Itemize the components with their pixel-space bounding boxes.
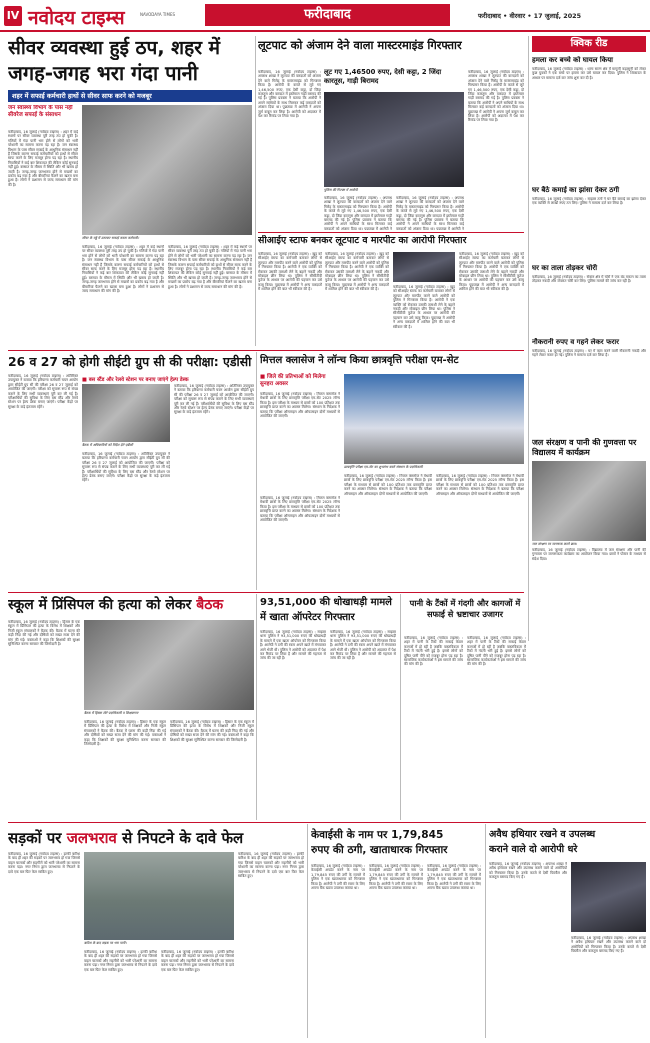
mittal-body-col3: फरीदाबाद, 16 जुलाई (नवोदय टाइम्स) : मित्तल क्लासेज ने मेधावी छात्रों के लिए छात्रवृत्ति परीक्षा एम-सेट 2025 लॉन्च किया है। इस परीक्षा के माध्यम से छात्रों को 100 प्रतिशत तक छात्रवृत्ति प्राप्त करने का अवसर मिलेगा। संस्थान के निदेशक ने बताया कि परीक्षा ऑनलाइन और ऑफलाइन दोनों माध्यमों से आयोजित की जाएगी। xyxy=(344,474,432,496)
loot-body-col2: फरीदाबाद, 16 जुलाई (नवोदय टाइम्स) : अपराध शाखा ने लूटपाट की वारदातों को अंजाम देने वाले गिरोह के मास्टरमाइंड को गिरफ्तार किया है। आरोपी के कब्जे से लूटे गए 1,46,500 रुपए, एक देसी कट्टा, दो जिंदा कारतूस और वारदात में इस्तेमाल गाड़ी बरामद की गई है। पुलिस प्रवक्ता ने बताया कि आरोपी ने अपने साथियों के साथ मिलकर कई वारदातों को अंजाम दिया था। पूछताछ में आरोपी ने xyxy=(324,196,392,230)
page-number: IV xyxy=(4,6,22,26)
cia-photo xyxy=(393,252,455,282)
cia-body-col3: फरीदाबाद, 16 जुलाई (नवोदय टाइम्स) : खुद को सीआईए स्टाफ का कर्मचारी बताकर लोगों से लूटपाट और मारपीट करने वाले आरोपी को पुलिस ने गिरफ्तार किया है। आरोपी ने एक व्यक्ति को रोककर उसकी तलाशी लेने के बहाने नकदी और मोबाइल छीन लिया था। पुलिस ने सीसीटीवी फुटेज के आधार पर आरोपी की पहचान कर उसे काबू किया। पूछताछ में आरोपी ने अन्य वारदातों में शामिल होने की बात भी स्वीकार की है। xyxy=(393,285,455,329)
qr-item-head: घर बैठे कमाई का झांसा देकर ठगी xyxy=(532,186,620,194)
section-rule xyxy=(8,350,524,351)
sewer-body-col3: फरीदाबाद, 16 जुलाई (नवोदय टाइम्स) : शहर में कई स्थानों पर सीवर व्यवस्था पूरी तरह ठप हो चुकी है। गलियों में गंदा पानी भरा होने से लोगों को भारी परेशानी का सामना करना पड़ रहा है। जन स्वास्थ्य विभाग के पास सीवर सफाई के आधुनिक संसाधन नहीं हैं जिसके कारण सफाई कर्मचारियों को हाथों से सीवर साफ करने के लिए मजबूर होना पड़ रहा है। स्थानीय निवासियों ने कई बार शिकायत की लेकिन कोई सुनवाई नहीं हुई। बरसात के मौसम में स्थिति और भी खराब हो जाती है। जगह-जगह जलभराव होने से मच्छरों का प्रकोप बढ़ गया है और बीमारियां फैलने का खतरा बना हुआ है। लोगों ने प्रशासन से जल्द समाधान की मांग की है। xyxy=(168,245,252,289)
flood-body-col3: फरीदाबाद, 16 जुलाई (नवोदय टाइम्स) : हल्की बारिश के बाद ही शहर की सड़कों पर जलभराव हो गया जिससे वाहन चालकों और राहगीरों को भारी परेशानी का सामना करना पड़ा। नगर निगम द्वारा जलभराव से निपटने के दावे एक बार फिर फेल साबित हुए। xyxy=(161,950,234,972)
scam-body-col1: फरीदाबाद, 16 जुलाई (नवोदय टाइम्स) : साइबर थाना पुलिस ने 93,51,000 रुपए की धोखाधड़ी के मामले में एक खाता ऑपरेटर को गिरफ्तार किया है। आरोपी ने ठगी की रकम अपने खाते में मंगवाकर आगे भेजी थी। पुलिस ने आरोपी को अदालत में पेश कर रिमांड पर लिया है और मामले की गहनता से जांच की जा रही है। xyxy=(260,630,326,661)
quick-read-title: क्विक रीड xyxy=(532,36,646,52)
section-rule xyxy=(8,822,646,823)
cet-body-col1: फरीदाबाद, 16 जुलाई (नवोदय टाइम्स) : अतिरिक्त उपायुक्त ने बताया कि हरियाणा कर्मचारी चयन आयोग द्वारा सीईटी ग्रुप सी की परीक्षा 26 व 27 जुलाई को आयोजित की जाएगी। परीक्षा को सुचारू रूप से संपन्न कराने के लिए सभी व्यवस्थाएं पूरी कर ली गई हैं। परीक्षार्थियों की सुविधा के लिए बस स्टैंड और रेलवे स्टेशन पर हेल्प डेस्क बनाए जाएंगे। परीक्षा केंद्रों पर सुरक्षा के कड़े इंतजाम रहेंगे। xyxy=(8,374,78,409)
qr-item-head: नौकरानी रुपए व गहने लेकर फरार xyxy=(532,338,620,346)
loot-subhead: लूट गए 1,46500 रुपए, देसी कट्टा, 2 जिंदा कारतूस, गाड़ी बिरामद xyxy=(324,68,442,85)
mittal-body-col2: फरीदाबाद, 16 जुलाई (नवोदय टाइम्स) : मित्तल क्लासेज ने मेधावी छात्रों के लिए छात्रवृत्ति परीक्षा एम-सेट 2025 लॉन्च किया है। इस परीक्षा के माध्यम से छात्रों को 100 प्रतिशत तक छात्रवृत्ति प्राप्त करने का अवसर मिलेगा। संस्थान के निदेशक ने बताया कि परीक्षा ऑनलाइन और ऑफलाइन दोनों माध्यमों से आयोजित की जाएगी। xyxy=(260,496,340,523)
cet-body-col3: फरीदाबाद, 16 जुलाई (नवोदय टाइम्स) : अतिरिक्त उपायुक्त ने बताया कि हरियाणा कर्मचारी चयन आयोग द्वारा सीईटी ग्रुप सी की परीक्षा 26 व 27 जुलाई को आयोजित की जाएगी। परीक्षा को सुचारू रूप से संपन्न कराने के लिए सभी व्यवस्थाएं पूरी कर ली गई हैं। परीक्षार्थियों की सुविधा के लिए बस स्टैंड और रेलवे स्टेशन पर हेल्प डेस्क बनाए जाएंगे। परीक्षा केंद्रों पर सुरक्षा के कड़े इंतजाम रहेंगे। xyxy=(174,384,254,415)
sewer-headline-2: जगह-जगह भरा गंदा पानी xyxy=(8,61,198,85)
cet-caption: बैठक में अधिकारियों को निर्देश देते एडीसी xyxy=(82,443,133,447)
cia-body-col1: फरीदाबाद, 16 जुलाई (नवोदय टाइम्स) : खुद को सीआईए स्टाफ का कर्मचारी बताकर लोगों से लूटपाट और मारपीट करने वाले आरोपी को पुलिस ने गिरफ्तार किया है। आरोपी ने एक व्यक्ति को रोककर उसकी तलाशी लेने के बहाने नकदी और मोबाइल छीन लिया था। पुलिस ने सीसीटीवी फुटेज के आधार पर आरोपी की पहचान कर उसे काबू किया। पूछताछ में आरोपी ने अन्य वारदातों में शामिल होने की बात भी स्वीकार की है। xyxy=(258,252,322,292)
divider xyxy=(256,352,257,590)
loot-headline: लूटपाट को अंजाम देने वाला मास्टरमाइंड गिरफ्तार xyxy=(258,38,462,52)
arms-headline-1: अवैध हथियार रखने व उपलब्ध xyxy=(489,829,596,840)
bullet-icon: ■ xyxy=(82,377,87,383)
bullet-icon: ■ xyxy=(260,374,266,380)
qr-item-body: फरीदाबाद, 16 जुलाई (नवोदय टाइम्स) : घर में काम करने वाली नौकरानी नकदी और गहने लेकर फरार हो गई। पुलिस ने मामला दर्ज कर लिया है। xyxy=(532,349,646,358)
section-rule xyxy=(8,592,524,593)
masthead: नवोदय टाइम्स xyxy=(28,7,125,29)
cet-headline: 26 व 27 को होगी सीईटी ग्रुप सी की परीक्षा: एडीसी xyxy=(8,354,252,369)
sewer-headline-1: सीवर व्यवस्था हुई ठप, शहर में xyxy=(8,37,220,59)
principal-body-col1: फरीदाबाद, 16 जुलाई (नवोदय टाइम्स) : हिसार के एक स्कूल में प्रिंसिपल की हत्या के विरोध में शिक्षकों और निजी स्कूल संचालकों ने बैठक की। बैठक में घटना की कड़ी निंदा की गई और दोषियों को सख्त सजा देने की मांग की गई। वक्ताओं ने कहा कि शिक्षकों की सुरक्षा सुनिश्चित करना सरकार की जिम्मेदारी है। xyxy=(8,620,80,647)
school-caption: जल संरक्षण पर जागरूक करते छात्र। xyxy=(532,542,577,546)
qr-item-head: घर का ताला तोड़कर चोरी xyxy=(532,264,598,272)
kyc-body-col3: फरीदाबाद, 16 जुलाई (नवोदय टाइम्स) : केवाईसी अपडेट करने के नाम पर 1,79,845 रुपए की ठगी के मामले में पुलिस ने एक खाताधारक को गिरफ्तार किया है। आरोपी ने ठगी की रकम के लिए अपना बैंक खाता उपलब्ध कराया था। xyxy=(427,864,481,891)
divider xyxy=(485,824,486,1038)
principal-caption: बैठक में हिस्सा लेते पदाधिकारी व शिक्षकगण xyxy=(84,711,139,715)
qr-item-body: फरीदाबाद, 16 जुलाई (नवोदय टाइम्स) : थाना सारन क्षेत्र में मामूली कहासुनी को लेकर कुछ युवकों ने एक बच्चे पर हमला कर उसे घायल कर दिया। पुलिस ने शिकायत के आधार पर मामला दर्ज कर जांच शुरू कर दी है। xyxy=(532,67,646,80)
cet-photo xyxy=(82,384,170,442)
divider xyxy=(255,36,256,346)
principal-photo xyxy=(84,620,254,710)
kyc-body-col1: फरीदाबाद, 16 जुलाई (नवोदय टाइम्स) : केवाईसी अपडेट करने के नाम पर 1,79,845 रुपए की ठगी के मामले में पुलिस ने एक खाताधारक को गिरफ्तार किया है। आरोपी ने ठगी की रकम के लिए अपना बैंक खाता उपलब्ध कराया था। xyxy=(311,864,365,891)
divider xyxy=(256,594,257,820)
masthead-small: NAVODAYA TIMES xyxy=(140,12,176,17)
scam-headline-1: 93,51,000 की धोखाधड़ी मामले xyxy=(260,597,392,608)
qr-item-head: हमला कर बच्चे को घायल किया xyxy=(532,56,613,64)
school-body: फरीदाबाद, 16 जुलाई (नवोदय टाइम्स) : विद्यालय में जल संरक्षण और पानी की गुणवत्ता पर जागरूकता कार्यक्रम का आयोजन किया गया। छात्रों ने पोस्टर के माध्यम से संदेश दिया। xyxy=(532,548,646,561)
cet-subhead: ■ बस स्टैंड और रेलवे स्टेशन पर बनाए जाएंगे हेल्प डेस्क xyxy=(82,377,189,383)
scam-headline-2: में खाता ऑपरेटर गिरफ्तार xyxy=(260,612,355,623)
flood-body-col4: फरीदाबाद, 16 जुलाई (नवोदय टाइम्स) : हल्की बारिश के बाद ही शहर की सड़कों पर जलभराव हो गया जिससे वाहन चालकों और राहगीरों को भारी परेशानी का सामना करना पड़ा। नगर निगम द्वारा जलभराव से निपटने के दावे एक बार फिर फेल साबित हुए। xyxy=(238,852,304,879)
dateline: फरीदाबाद • वीरवार • 17 जुलाई, 2025 xyxy=(478,12,582,20)
cia-body-col2: फरीदाबाद, 16 जुलाई (नवोदय टाइम्स) : खुद को सीआईए स्टाफ का कर्मचारी बताकर लोगों से लूटपाट और मारपीट करने वाले आरोपी को पुलिस ने गिरफ्तार किया है। आरोपी ने एक व्यक्ति को रोककर उसकी तलाशी लेने के बहाने नकदी और मोबाइल छीन लिया था। पुलिस ने सीसीटीवी फुटेज के आधार पर आरोपी की पहचान कर उसे काबू किया। पूछताछ में आरोपी ने अन्य वारदातों में शामिल होने की बात भी स्वीकार की है। xyxy=(325,252,389,292)
principal-headline: स्कूल में प्रिंसिपल की हत्या को लेकर बैठक xyxy=(8,597,224,613)
mittal-caption: छात्रवृत्ति परीक्षा एम-सेट का शुभारंभ करते संस्थान के पदाधिकारी xyxy=(344,465,423,469)
sewer-body-col1: फरीदाबाद, 16 जुलाई (नवोदय टाइम्स) : शहर में कई स्थानों पर सीवर व्यवस्था पूरी तरह ठप हो चुकी है। गलियों में गंदा पानी भरा होने से लोगों को भारी परेशानी का सामना करना पड़ रहा है। जन स्वास्थ्य विभाग के पास सीवर सफाई के आधुनिक संसाधन नहीं हैं जिसके कारण सफाई कर्मचारियों को हाथों से सीवर साफ करने के लिए मजबूर होना पड़ रहा है। स्थानीय निवासियों ने कई बार शिकायत की लेकिन कोई सुनवाई नहीं हुई। बरसात के मौसम में स्थिति और भी खराब हो जाती है। जगह-जगह जलभराव होने से मच्छरों का प्रकोप बढ़ गया है और बीमारियां फैलने का खतरा बना हुआ है। लोगों ने प्रशासन से जल्द समाधान की मांग की है। xyxy=(8,130,78,187)
kyc-headline-2: रुपए की ठगी, खाताधारक गिरफ्तार xyxy=(311,844,448,856)
mittal-body-col4: फरीदाबाद, 16 जुलाई (नवोदय टाइम्स) : मित्तल क्लासेज ने मेधावी छात्रों के लिए छात्रवृत्ति परीक्षा एम-सेट 2025 लॉन्च किया है। इस परीक्षा के माध्यम से छात्रों को 100 प्रतिशत तक छात्रवृत्ति प्राप्त करने का अवसर मिलेगा। संस्थान के निदेशक ने बताया कि परीक्षा ऑनलाइन और ऑफलाइन दोनों माध्यमों से आयोजित की जाएगी। xyxy=(436,474,524,496)
header-bar xyxy=(0,0,650,33)
flood-caption: बारिश के बाद सड़क पर भरा पानी। xyxy=(84,941,127,945)
kyc-body-col2: फरीदाबाद, 16 जुलाई (नवोदय टाइम्स) : केवाईसी अपडेट करने के नाम पर 1,79,845 रुपए की ठगी के मामले में पुलिस ने एक खाताधारक को गिरफ्तार किया है। आरोपी ने ठगी की रकम के लिए अपना बैंक खाता उपलब्ध कराया था। xyxy=(369,864,423,891)
divider xyxy=(307,824,308,1038)
principal-body-col3: फरीदाबाद, 16 जुलाई (नवोदय टाइम्स) : हिसार के एक स्कूल में प्रिंसिपल की हत्या के विरोध में शिक्षकों और निजी स्कूल संचालकों ने बैठक की। बैठक में घटना की कड़ी निंदा की गई और दोषियों को सख्त सजा देने की मांग की गई। वक्ताओं ने कहा कि शिक्षकों की सुरक्षा सुनिश्चित करना सरकार की जिम्मेदारी है। xyxy=(170,720,254,742)
sewer-body-col2: फरीदाबाद, 16 जुलाई (नवोदय टाइम्स) : शहर में कई स्थानों पर सीवर व्यवस्था पूरी तरह ठप हो चुकी है। गलियों में गंदा पानी भरा होने से लोगों को भारी परेशानी का सामना करना पड़ रहा है। जन स्वास्थ्य विभाग के पास सीवर सफाई के आधुनिक संसाधन नहीं हैं जिसके कारण सफाई कर्मचारियों को हाथों से सीवर साफ करने के लिए मजबूर होना पड़ रहा है। स्थानीय निवासियों ने कई बार शिकायत की लेकिन कोई सुनवाई नहीं हुई। बरसात के मौसम में स्थिति और भी खराब हो जाती है। जगह-जगह जलभराव होने से मच्छरों का प्रकोप बढ़ गया है और बीमारियां फैलने का खतरा बना हुआ है। लोगों ने प्रशासन से जल्द समाधान की मांग की है। xyxy=(82,245,164,294)
principal-body-col2: फरीदाबाद, 16 जुलाई (नवोदय टाइम्स) : हिसार के एक स्कूल में प्रिंसिपल की हत्या के विरोध में शिक्षकों और निजी स्कूल संचालकों ने बैठक की। बैठक में घटना की कड़ी निंदा की गई और दोषियों को सख्त सजा देने की मांग की गई। वक्ताओं ने कहा कि शिक्षकों की सुरक्षा सुनिश्चित करना सरकार की जिम्मेदारी है। xyxy=(84,720,166,747)
sewer-side-head: जन स्वास्थ्य विभाग के पास नहीं सीवरेज सफाई के संसाधन xyxy=(8,105,73,118)
mittal-headline: मित्तल क्लासेज ने लॉन्च किया छात्रवृत्ति परीक्षा एम-सेट xyxy=(260,355,459,366)
loot-body-col3: फरीदाबाद, 16 जुलाई (नवोदय टाइम्स) : अपराध शाखा ने लूटपाट की वारदातों को अंजाम देने वाले गिरोह के मास्टरमाइंड को गिरफ्तार किया है। आरोपी के कब्जे से लूटे गए 1,46,500 रुपए, एक देसी कट्टा, दो जिंदा कारतूस और वारदात में इस्तेमाल गाड़ी बरामद की गई है। पुलिस प्रवक्ता ने बताया कि आरोपी ने अपने साथियों के साथ मिलकर कई वारदातों को अंजाम दिया था। पूछताछ में आरोपी ने xyxy=(396,196,464,230)
cia-headline: सीआईए स्टाफ बनकर लूटपाट व मारपीट का आरोपी गिरफ्तार xyxy=(258,235,467,246)
arms-photo xyxy=(571,862,646,932)
cet-body-col2: फरीदाबाद, 16 जुलाई (नवोदय टाइम्स) : अतिरिक्त उपायुक्त ने बताया कि हरियाणा कर्मचारी चयन आयोग द्वारा सीईटी ग्रुप सी की परीक्षा 26 व 27 जुलाई को आयोजित की जाएगी। परीक्षा को सुचारू रूप से संपन्न कराने के लिए सभी व्यवस्थाएं पूरी कर ली गई हैं। परीक्षार्थियों की सुविधा के लिए बस स्टैंड और रेलवे स्टेशन पर हेल्प डेस्क बनाए जाएंगे। परीक्षा केंद्रों पर सुरक्षा के कड़े इंतजाम रहेंगे। xyxy=(82,452,170,483)
cia-body-col4: फरीदाबाद, 16 जुलाई (नवोदय टाइम्स) : खुद को सीआईए स्टाफ का कर्मचारी बताकर लोगों से लूटपाट और मारपीट करने वाले आरोपी को पुलिस ने गिरफ्तार किया है। आरोपी ने एक व्यक्ति को रोककर उसकी तलाशी लेने के बहाने नकदी और मोबाइल छीन लिया था। पुलिस ने सीसीटीवी फुटेज के आधार पर आरोपी की पहचान कर उसे काबू किया। पूछताछ में आरोपी ने अन्य वारदातों में शामिल होने की बात भी स्वीकार की है। xyxy=(459,252,524,292)
qr-item-body: फरीदाबाद, 16 जुलाई (नवोदय टाइम्स) : सेक्टर क्षेत्र में चोरों ने एक बंद मकान का ताला तोड़कर नकदी और जेवरात चोरी कर लिए। पुलिस मामले की जांच कर रही है। xyxy=(532,275,646,284)
flood-headline: सड़कों पर जलभराव से निपटने के दावे फेल xyxy=(8,829,244,847)
mittal-subhead: ■ जिले की प्रतिभाओं को मिलेगा सुनहरा अवसर xyxy=(260,374,326,387)
water-headline: पानी के टैंकों में गंदगी और कागजों में सफाई से भ्रष्टाचार उजागर xyxy=(409,598,521,619)
school-photo xyxy=(532,461,646,541)
sewer-photo xyxy=(82,105,252,235)
mittal-photo xyxy=(344,374,524,464)
school-headline: जल संरक्षण व पानी की गुणवत्ता पर विद्यालय में कार्यक्रम xyxy=(532,438,637,457)
flood-photo xyxy=(84,852,234,940)
arms-body-col1: फरीदाबाद, 16 जुलाई (नवोदय टाइम्स) : अपराध शाखा ने अवैध हथियार रखने और उपलब्ध कराने वाले दो आरोपियों को गिरफ्तार किया है। उनके कब्जे से देसी पिस्तौल और कारतूस बरामद किए गए हैं। xyxy=(489,862,567,880)
arms-body-col2: फरीदाबाद, 16 जुलाई (नवोदय टाइम्स) : अपराध शाखा ने अवैध हथियार रखने और उपलब्ध कराने वाले दो आरोपियों को गिरफ्तार किया है। उनके कब्जे से देसी पिस्तौल और कारतूस बरामद किए गए हैं। xyxy=(571,936,646,954)
loot-photo xyxy=(324,92,464,187)
sewer-caption: सीवर के गड्ढे में उतरकर सफाई करता कर्मचारी। xyxy=(82,236,139,240)
city-banner: फरीदाबाद xyxy=(205,4,450,26)
flood-body-col2: फरीदाबाद, 16 जुलाई (नवोदय टाइम्स) : हल्की बारिश के बाद ही शहर की सड़कों पर जलभराव हो गया जिससे वाहन चालकों और राहगीरों को भारी परेशानी का सामना करना पड़ा। नगर निगम द्वारा जलभराव से निपटने के दावे एक बार फिर फेल साबित हुए। xyxy=(84,950,157,972)
loot-caption: पुलिस की गिरफ्त में आरोपी xyxy=(324,188,358,192)
header-rule xyxy=(0,30,650,32)
loot-body-col1: फरीदाबाद, 16 जुलाई (नवोदय टाइम्स) : अपराध शाखा ने लूटपाट की वारदातों को अंजाम देने वाले गिरोह के मास्टरमाइंड को गिरफ्तार किया है। आरोपी के कब्जे से लूटे गए 1,46,500 रुपए, एक देसी कट्टा, दो जिंदा कारतूस और वारदात में इस्तेमाल गाड़ी बरामद की गई है। पुलिस प्रवक्ता ने बताया कि आरोपी ने अपने साथियों के साथ मिलकर कई वारदातों को अंजाम दिया था। पूछताछ में आरोपी ने अपना जुर्म कबूल कर लिया है। आरोपी को अदालत में पेश कर रिमांड पर लिया गया है। xyxy=(258,70,321,119)
loot-body-col4: फरीदाबाद, 16 जुलाई (नवोदय टाइम्स) : अपराध शाखा ने लूटपाट की वारदातों को अंजाम देने वाले गिरोह के मास्टरमाइंड को गिरफ्तार किया है। आरोपी के कब्जे से लूटे गए 1,46,500 रुपए, एक देसी कट्टा, दो जिंदा कारतूस और वारदात में इस्तेमाल गाड़ी बरामद की गई है। पुलिस प्रवक्ता ने बताया कि आरोपी ने अपने साथियों के साथ मिलकर कई वारदातों को अंजाम दिया था। पूछताछ में आरोपी ने अपना जुर्म कबूल कर लिया है। आरोपी को अदालत में पेश कर रिमांड पर लिया गया है। xyxy=(468,70,524,123)
quick-read-sidebar xyxy=(528,36,646,641)
water-body-col1: फरीदाबाद, 16 जुलाई (नवोदय टाइम्स) : शहर में पानी के टैंकों की सफाई केवल कागजों में हो रही है जबकि वास्तविकता में टैंकों में गंदगी भरी हुई है। इससे लोगों को दूषित पानी पीने को मजबूर होना पड़ रहा है। सामाजिक कार्यकर्ताओं ने इस मामले की जांच की मांग की है। xyxy=(404,636,463,667)
arms-headline-2: कराने वाले दो आरोपी धरे xyxy=(489,844,578,855)
water-body-col2: फरीदाबाद, 16 जुलाई (नवोदय टाइम्स) : शहर में पानी के टैंकों की सफाई केवल कागजों में हो रही है जबकि वास्तविकता में टैंकों में गंदगी भरी हुई है। इससे लोगों को दूषित पानी पीने को मजबूर होना पड़ रहा है। सामाजिक कार्यकर्ताओं ने इस मामले की जांच की मांग की है। xyxy=(467,636,526,667)
section-rule xyxy=(258,232,524,233)
flood-body-col1: फरीदाबाद, 16 जुलाई (नवोदय टाइम्स) : हल्की बारिश के बाद ही शहर की सड़कों पर जलभराव हो गया जिससे वाहन चालकों और राहगीरों को भारी परेशानी का सामना करना पड़ा। नगर निगम द्वारा जलभराव से निपटने के दावे एक बार फिर फेल साबित हुए। xyxy=(8,852,80,874)
qr-item-body: फरीदाबाद, 16 जुलाई (नवोदय टाइम्स) : साइबर ठगों ने घर बैठे कमाई का झांसा देकर एक व्यक्ति से लाखों रुपए ठग लिए। पुलिस ने मामला दर्ज कर लिया है। xyxy=(532,197,646,206)
mittal-body-col1: फरीदाबाद, 16 जुलाई (नवोदय टाइम्स) : मित्तल क्लासेज ने मेधावी छात्रों के लिए छात्रवृत्ति परीक्षा एम-सेट 2025 लॉन्च किया है। इस परीक्षा के माध्यम से छात्रों को 100 प्रतिशत तक छात्रवृत्ति प्राप्त करने का अवसर मिलेगा। संस्थान के निदेशक ने बताया कि परीक्षा ऑनलाइन और ऑफलाइन दोनों माध्यमों से आयोजित की जाएगी। xyxy=(260,392,340,419)
kyc-headline-1: केवाईसी के नाम पर 1,79,845 xyxy=(311,829,444,841)
scam-body-col2: फरीदाबाद, 16 जुलाई (नवोदय टाइम्स) : साइबर थाना पुलिस ने 93,51,000 रुपए की धोखाधड़ी के मामले में एक खाता ऑपरेटर को गिरफ्तार किया है। आरोपी ने ठगी की रकम अपने खाते में मंगवाकर आगे भेजी थी। पुलिस ने आरोपी को अदालत में पेश कर रिमांड पर लिया है और मामले की गहनता से जांच की जा रही है। xyxy=(330,630,396,661)
sewer-strap: शहर में सफाई कर्मचारी हाथों से सीवर साफ करने को मजबूर xyxy=(8,90,252,102)
divider xyxy=(400,594,401,820)
